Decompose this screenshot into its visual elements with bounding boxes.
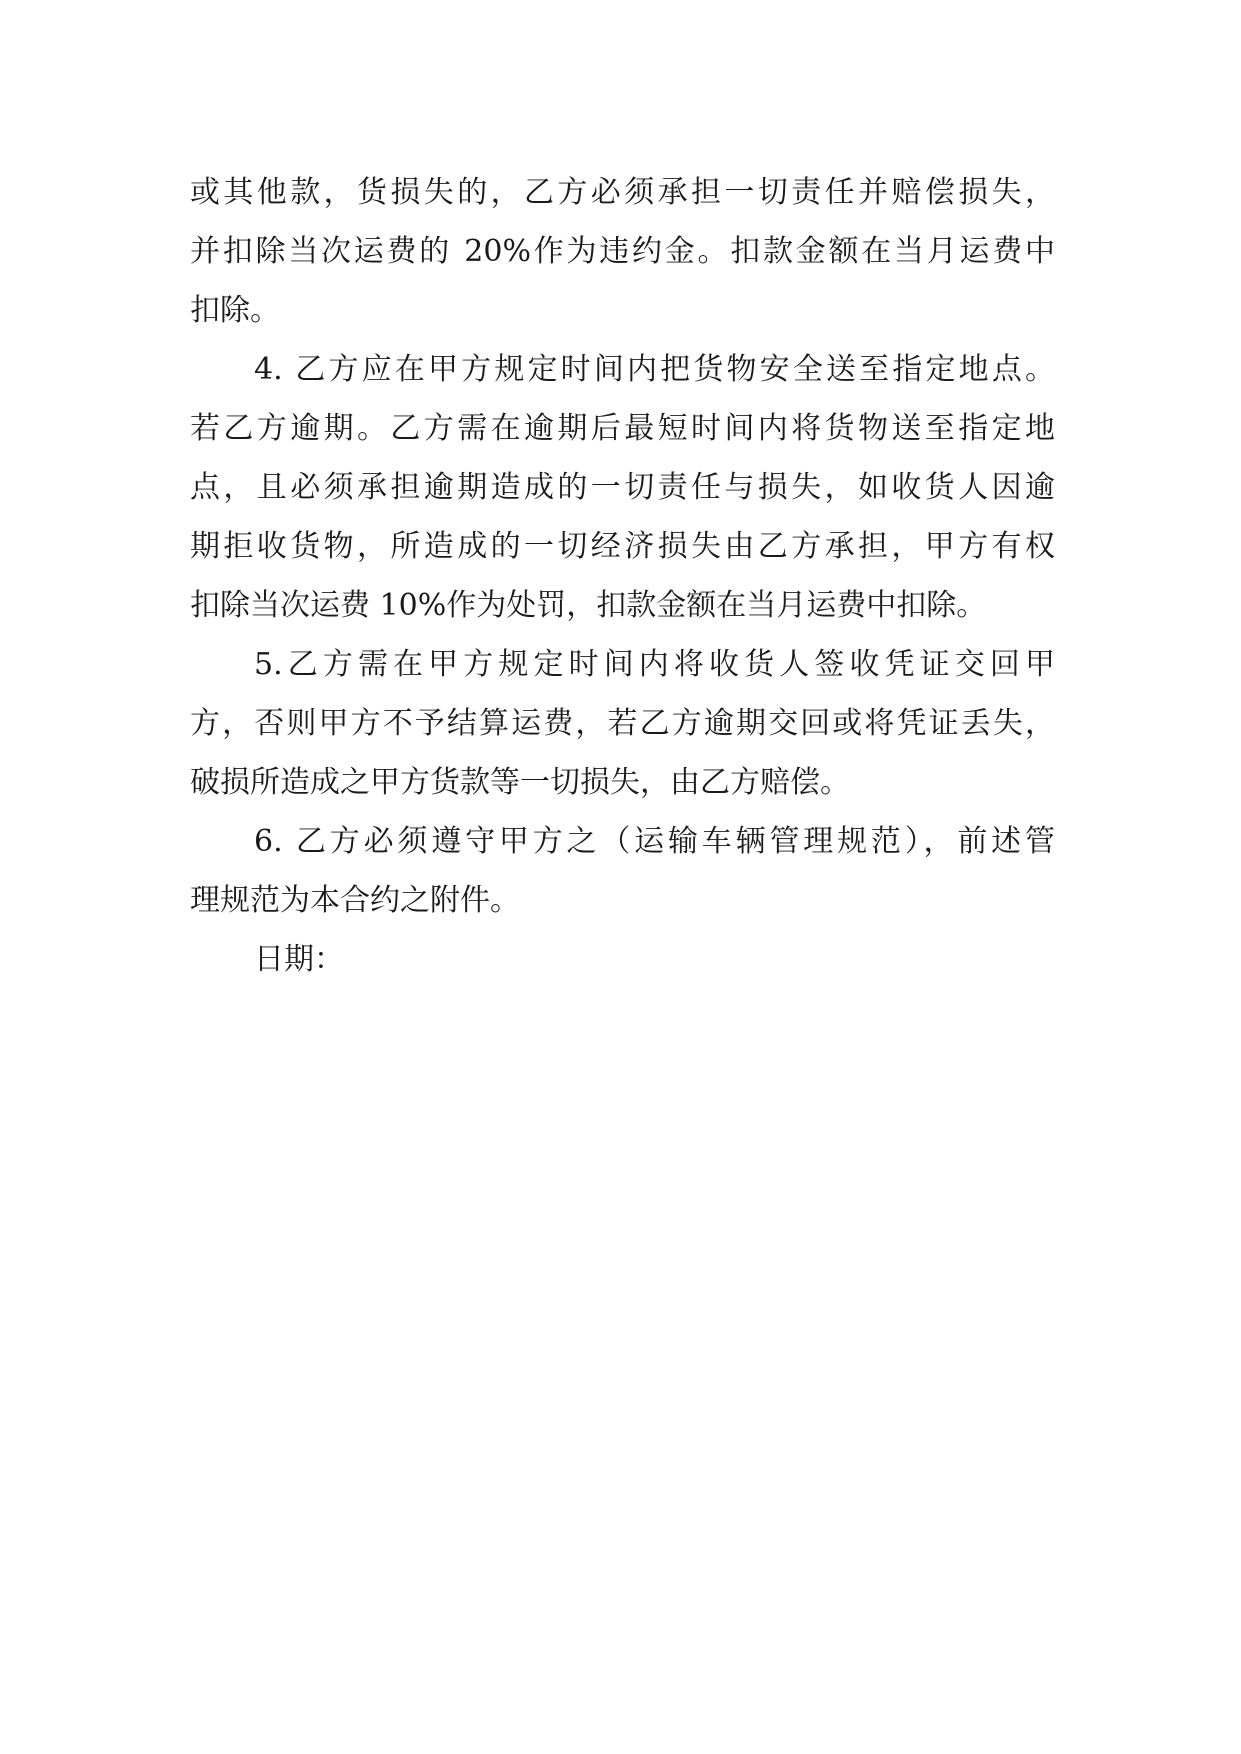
clause-4-first-line: 4. 乙方应在甲方规定时间内把货物安全送至指定地点。 xyxy=(254,352,1055,387)
body-line: 或其他款，货损失的，乙方必须承担一切责任并赔偿损失， xyxy=(190,175,1055,210)
date-label: 日期： xyxy=(254,942,344,977)
body-line: 若乙方逾期。乙方需在逾期后最短时间内将货物送至指定地 xyxy=(190,411,1055,446)
body-line: 理规范为本合约之附件。 xyxy=(190,883,520,918)
body-line: 扣除当次运费 10%作为处罚，扣款金额在当月运费中扣除。 xyxy=(190,588,987,623)
body-line: 并扣除当次运费的 20%作为违约金。扣款金额在当月运费中 xyxy=(190,234,1055,269)
body-line: 方，否则甲方不予结算运费，若乙方逾期交回或将凭证丢失， xyxy=(190,706,1055,741)
clause-5-first-line: 5.乙方需在甲方规定时间内将收货人签收凭证交回甲 xyxy=(254,647,1055,682)
clause-6-first-line: 6. 乙方必须遵守甲方之（运输车辆管理规范），前述管 xyxy=(254,824,1055,859)
body-line: 破损所造成之甲方货款等一切损失，由乙方赔偿。 xyxy=(190,765,850,800)
body-line: 期拒收货物，所造成的一切经济损失由乙方承担，甲方有权 xyxy=(190,529,1055,564)
body-line: 点，且必须承担逾期造成的一切责任与损失，如收货人因逾 xyxy=(190,470,1055,505)
document-body xyxy=(190,163,1055,989)
body-line: 扣除。 xyxy=(190,293,280,328)
